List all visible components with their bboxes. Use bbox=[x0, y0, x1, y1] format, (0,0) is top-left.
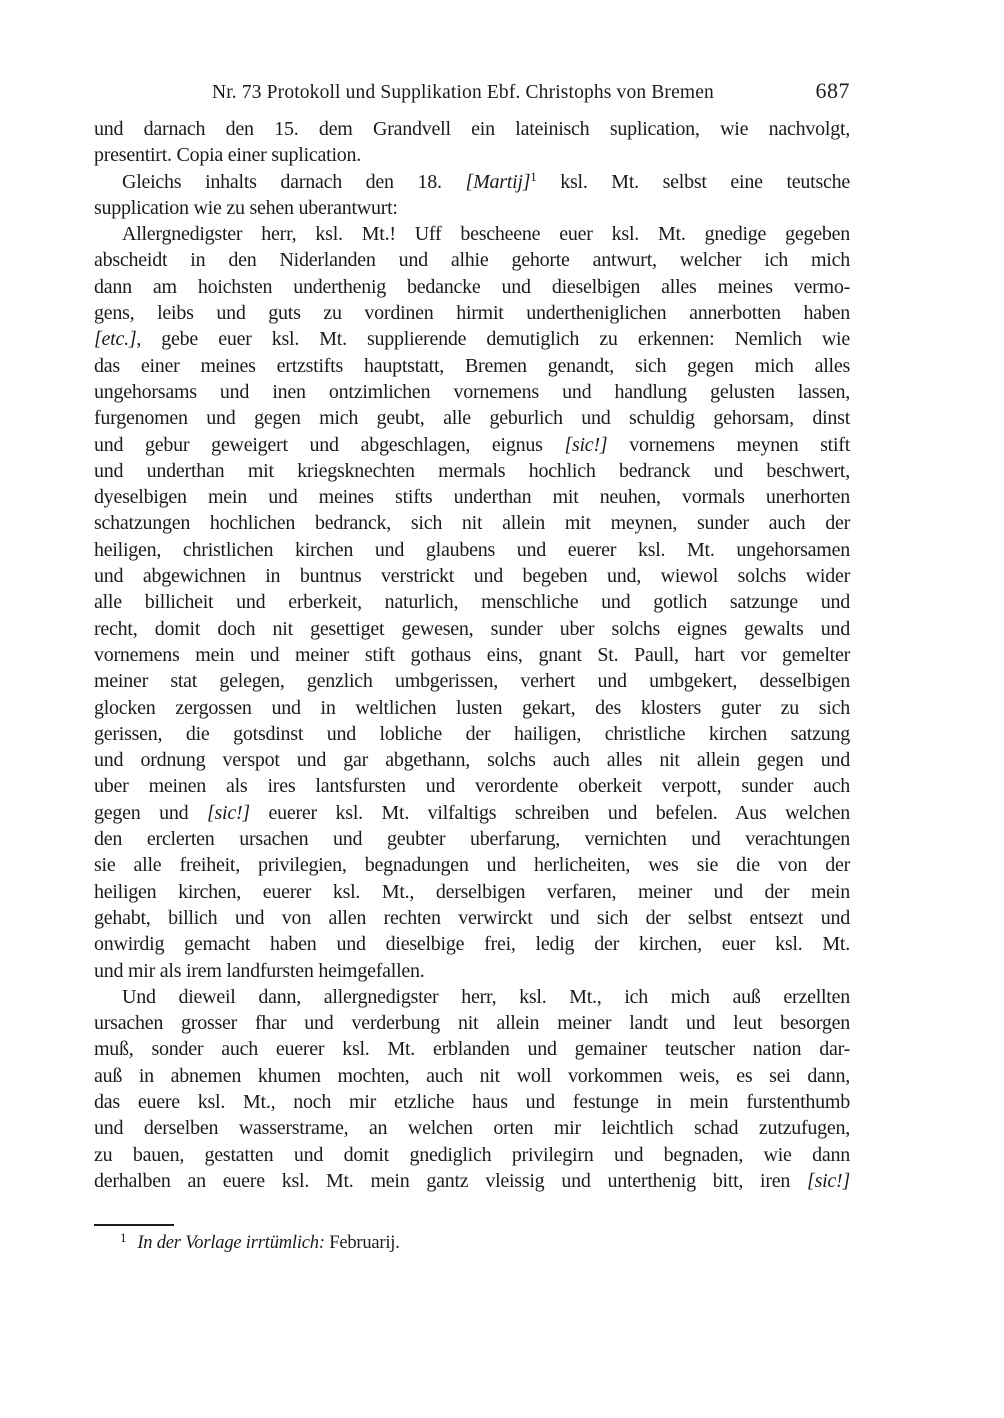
text-line bbox=[94, 458, 850, 484]
text-segment: auß in abnemen khumen mochten, auch nit woll vorkommen weis, es sei dann, bbox=[94, 1064, 850, 1087]
text-line bbox=[94, 221, 850, 247]
text-segment: supplication wie zu sehen uberantwurt: bbox=[94, 196, 398, 219]
text-segment: glocken zergossen und in weltlichen lusten gekart, des klosters guter zu sich bbox=[94, 696, 850, 719]
text-line bbox=[94, 773, 850, 799]
text-line bbox=[94, 510, 850, 536]
text-line bbox=[94, 326, 850, 352]
text-segment: heiligen kirchen, euerer ksl. Mt., derselbigen verfaren, meiner und der mein bbox=[94, 880, 850, 903]
text-segment: sie alle freiheit, privilegien, begnadungen und herlicheiten, wes sie die von der bbox=[94, 854, 850, 877]
footnote-marker: 1 bbox=[120, 1230, 127, 1245]
text-line bbox=[94, 1010, 850, 1036]
text-segment: dann am hoichsten underthenig bedancke und dieselbigen alles meines vermo- bbox=[94, 275, 850, 298]
text-segment: euerer ksl. Mt. vilfaltigs schreiben und befelen. Aus welchen bbox=[249, 801, 850, 824]
text-line bbox=[94, 984, 850, 1010]
text-line bbox=[94, 247, 850, 273]
paragraph bbox=[94, 169, 850, 222]
text-segment: uber meinen als ires lantsfursten und verordente oberkeit verpott, sunder auch bbox=[94, 775, 850, 798]
text-segment: das euere ksl. Mt., noch mir etzliche haus und festunge in mein furstenthumb bbox=[94, 1090, 850, 1113]
text-segment: vornemens mein und meiner stift gothaus eins, gnant St. Paull, hart vor gemelter bbox=[94, 643, 850, 666]
text-segment: onwirdig gemacht haben und dieselbige frei, ledig der kirchen, euer ksl. Mt. bbox=[94, 933, 850, 956]
page-number: 687 bbox=[815, 78, 850, 103]
text-line bbox=[94, 1089, 850, 1115]
paragraph bbox=[94, 984, 850, 1194]
text-line bbox=[94, 931, 850, 957]
text-segment: vornemens meynen stift bbox=[607, 433, 850, 456]
text-line bbox=[94, 800, 850, 826]
editorial-note: [sic!] bbox=[807, 1169, 850, 1192]
text-line bbox=[94, 142, 850, 168]
text-line bbox=[94, 169, 850, 195]
text-line bbox=[94, 747, 850, 773]
text-line bbox=[94, 300, 850, 326]
text-segment: und darnach den 15. dem Grandvell ein lateinisch suplication, wie nachvolgt, bbox=[94, 118, 850, 140]
text-line bbox=[94, 695, 850, 721]
text-segment: presentirt. Copia einer suplication. bbox=[94, 144, 362, 167]
text-line bbox=[94, 721, 850, 747]
text-segment: gehabt, billich und von allen rechten verwirckt und sich der selbst entsezt und bbox=[94, 906, 850, 929]
footnote-text bbox=[137, 1233, 399, 1253]
text-segment: gens, leibs und guts zu vordinen hirmit undertheniglichen annerbotten haben bbox=[94, 302, 850, 325]
text-segment: den erclerten ursachen und geubter uberfarung, vernichten und verachtungen bbox=[94, 828, 850, 851]
text-segment: abscheidt in den Niderlanden und alhie gehorte antwurt, welcher ich mich bbox=[94, 249, 850, 272]
text-segment: alle billicheit und erberkeit, naturlich, menschliche und gotlich satzunge und bbox=[94, 591, 850, 614]
text-line bbox=[94, 274, 850, 300]
text-line bbox=[94, 1036, 850, 1062]
text-segment: Februarij. bbox=[324, 1233, 400, 1253]
text-line bbox=[94, 826, 850, 852]
text-segment: und abgewichnen in buntnus verstrickt und begeben und, wiewol solchs wider bbox=[94, 565, 850, 588]
text-segment: das einer meines ertzstifts hauptstatt, Bremen genandt, sich gegen mich alles bbox=[94, 354, 850, 377]
text-segment: gegen und bbox=[94, 801, 207, 824]
text-segment: ursachen grosser fhar und verderbung nit allein meiner landt und leut besorgen bbox=[94, 1012, 850, 1035]
text-line bbox=[94, 958, 850, 984]
text-segment: und ordnung verspot und gar abgethann, solchs auch alles nit allein gegen und bbox=[94, 749, 850, 772]
text-segment: ksl. Mt. selbst eine teutsche bbox=[536, 170, 851, 193]
footnote-separator bbox=[94, 1224, 174, 1226]
text-segment: und gebur geweigert und abgeschlagen, eignus bbox=[94, 433, 565, 456]
text-segment: dyeselbigen mein und meines stifts underthan mit neuhen, vormals unerhorten bbox=[94, 486, 850, 509]
text-line bbox=[94, 405, 850, 431]
text-segment: und derselben wasserstrame, an welchen orten mir leichtlich schad zutzufugen, bbox=[94, 1117, 850, 1140]
text-line bbox=[94, 642, 850, 668]
editorial-note: [Martij] bbox=[465, 170, 531, 193]
text-line bbox=[94, 195, 850, 221]
paragraph bbox=[94, 116, 850, 169]
text-line bbox=[94, 1115, 850, 1141]
text-segment: Gleichs inhalts darnach den 18. bbox=[122, 170, 466, 193]
text-line bbox=[94, 668, 850, 694]
text-line bbox=[94, 379, 850, 405]
text-segment: derhalben an euere ksl. Mt. mein gantz vleissig und unterthenig bitt, iren bbox=[94, 1169, 808, 1192]
text-segment: und mir als irem landfursten heimgefallen. bbox=[94, 959, 425, 982]
text-line bbox=[94, 905, 850, 931]
editorial-note: In der Vorlage irrtümlich: bbox=[137, 1233, 325, 1253]
text-segment: meiner stat gelegen, genzlich umbgerissen, verhert und umbgekert, desselbigen bbox=[94, 670, 850, 693]
text-line bbox=[94, 1142, 850, 1168]
text-segment: gerissen, die gotsdinst und lobliche der hailigen, christliche kirchen satzung bbox=[94, 722, 850, 745]
editorial-note: [sic!] bbox=[564, 433, 608, 456]
text-line bbox=[94, 879, 850, 905]
text-segment: ungehorsams und inen ontzimlichen vornemens und handlung gelusten lassen, bbox=[94, 380, 850, 403]
text-segment: Allergnedigster herr, ksl. Mt.! Uff bescheene euer ksl. Mt. gnedige gegeben bbox=[122, 223, 850, 246]
text-segment: schatzungen hochlichen bedranck, sich nit allein mit meynen, sunder auch der bbox=[94, 512, 850, 535]
text-line bbox=[94, 484, 850, 510]
editorial-note: [etc.] bbox=[94, 328, 137, 351]
body-text bbox=[94, 116, 850, 1194]
text-line bbox=[94, 353, 850, 379]
text-segment: heiligen, christlichen kirchen und glaubens und euerer ksl. Mt. ungehorsamen bbox=[94, 538, 850, 561]
text-line bbox=[94, 1168, 850, 1194]
text-line bbox=[94, 537, 850, 563]
text-line bbox=[94, 116, 850, 142]
text-segment: muß, sonder auch euerer ksl. Mt. erblanden und gemainer teutscher nation dar- bbox=[94, 1038, 850, 1061]
text-line bbox=[94, 616, 850, 642]
text-segment: furgenomen und gegen mich geubt, alle geburlich und schuldig gehorsam, dinst bbox=[94, 407, 850, 430]
text-line bbox=[94, 432, 850, 458]
text-segment: recht, domit doch nit gesettiget gewesen, sunder uber solchs eignes gewalts und bbox=[94, 617, 850, 640]
paragraph bbox=[94, 221, 850, 984]
text-segment: zu bauen, gestatten und domit gnediglich privilegirn und begnaden, wie dann bbox=[94, 1143, 850, 1166]
text-line bbox=[94, 1063, 850, 1089]
text-segment: Und dieweil dann, allergnedigster herr, ksl. Mt., ich mich auß erzellten bbox=[122, 985, 850, 1008]
text-segment: , gebe euer ksl. Mt. supplierende demutiglich zu erkennen: Nemlich wie bbox=[136, 328, 850, 351]
footnote-reference: 1 bbox=[530, 168, 537, 184]
running-header-title: Nr. 73 Protokoll und Supplikation Ebf. Christophs von Bremen bbox=[212, 82, 714, 103]
text-segment: und underthan mit kriegsknechten mermals hochlich bedranck und beschwert, bbox=[94, 459, 850, 482]
text-line bbox=[94, 589, 850, 615]
editorial-note: [sic!] bbox=[206, 801, 250, 824]
footnote bbox=[94, 1231, 850, 1255]
text-line bbox=[94, 563, 850, 589]
text-line bbox=[94, 852, 850, 878]
